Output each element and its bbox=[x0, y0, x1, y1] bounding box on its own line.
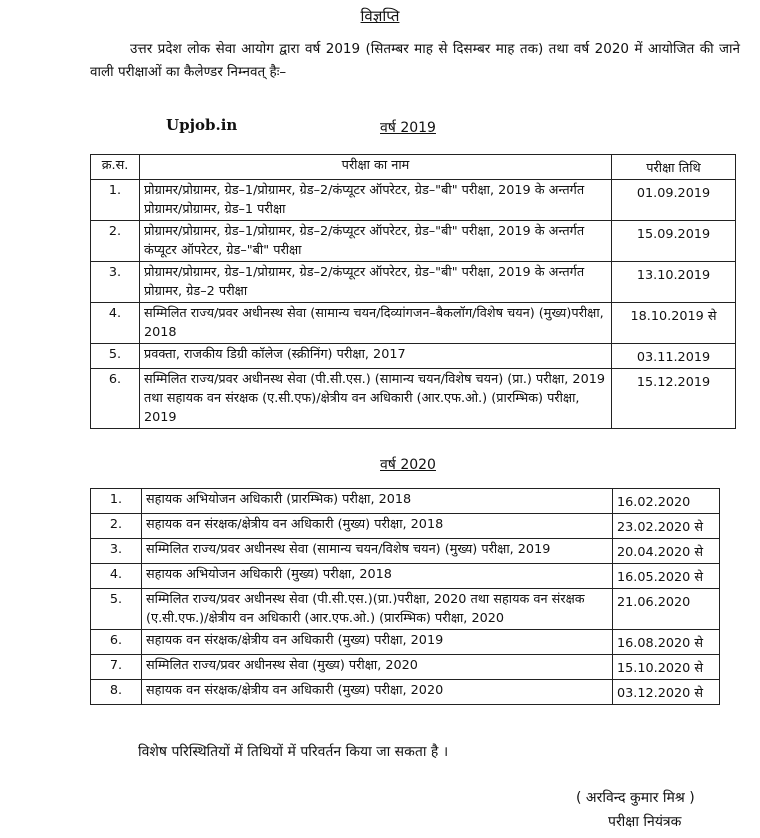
header-serial: क्र.स. bbox=[91, 155, 140, 180]
row-serial: 3. bbox=[91, 262, 140, 303]
row-exam-date: 23.02.2020 से bbox=[613, 514, 720, 539]
table-body-2019 bbox=[91, 180, 736, 429]
row-exam-date: 15.09.2019 bbox=[612, 221, 736, 262]
year-2019-heading: वर्ष 2019 bbox=[380, 120, 436, 136]
intro-paragraph bbox=[90, 38, 740, 84]
row-exam-date: 03.11.2019 bbox=[612, 344, 736, 369]
row-serial: 2. bbox=[91, 514, 142, 539]
row-exam-date: 16.02.2020 bbox=[613, 489, 720, 514]
row-serial: 7. bbox=[91, 655, 142, 680]
row-exam-name: प्रवक्ता, राजकीय डिग्री कॉलेज (स्क्रीनिंग) परीक्षा, 2017 bbox=[140, 344, 612, 369]
row-serial: 6. bbox=[91, 369, 140, 429]
row-exam-date: 16.08.2020 से bbox=[613, 630, 720, 655]
row-exam-name: सहायक अभियोजन अधिकारी (मुख्य) परीक्षा, 2018 bbox=[142, 564, 613, 589]
row-exam-date: 03.12.2020 से bbox=[613, 680, 720, 705]
table-row bbox=[91, 262, 736, 303]
row-exam-date: 20.04.2020 से bbox=[613, 539, 720, 564]
table-row bbox=[91, 539, 720, 564]
table-row bbox=[91, 564, 720, 589]
header-exam-name: परीक्षा का नाम bbox=[140, 155, 612, 180]
row-serial: 4. bbox=[91, 303, 140, 344]
row-exam-name: सहायक वन संरक्षक/क्षेत्रीय वन अधिकारी (मुख्य) परीक्षा, 2020 bbox=[142, 680, 613, 705]
row-serial: 5. bbox=[91, 589, 142, 630]
row-serial: 5. bbox=[91, 344, 140, 369]
row-exam-date: 15.10.2020 से bbox=[613, 655, 720, 680]
header-exam-date: परीक्षा तिथि bbox=[612, 155, 736, 180]
row-serial: 4. bbox=[91, 564, 142, 589]
row-exam-name: सम्मिलित राज्य/प्रवर अधीनस्थ सेवा (सामान्य चयन/विशेष चयन) (मुख्य) परीक्षा, 2019 bbox=[142, 539, 613, 564]
table-row bbox=[91, 630, 720, 655]
row-exam-date: 16.05.2020 से bbox=[613, 564, 720, 589]
row-exam-name: सम्मिलित राज्य/प्रवर अधीनस्थ सेवा (पी.सी.एस.) (सामान्य चयन/विशेष चयन) (प्रा.) परीक्षा, 2019 तथा सहायक वन संरक्षक (ए.सी.एफ)/क्षेत्रीय वन अधिकारी (आर.एफ.ओ.) (प्रारम्भिक) परीक्षा, 2019 bbox=[140, 369, 612, 429]
row-serial: 1. bbox=[91, 180, 140, 221]
exam-table-2019 bbox=[90, 154, 736, 429]
year-2020-heading: वर्ष 2020 bbox=[380, 457, 436, 473]
row-exam-name: सम्मिलित राज्य/प्रवर अधीनस्थ सेवा (मुख्य) परीक्षा, 2020 bbox=[142, 655, 613, 680]
row-exam-name: सहायक वन संरक्षक/क्षेत्रीय वन अधिकारी (मुख्य) परीक्षा, 2019 bbox=[142, 630, 613, 655]
row-serial: 3. bbox=[91, 539, 142, 564]
table-row bbox=[91, 180, 736, 221]
table-row bbox=[91, 514, 720, 539]
notice-title: विज्ञप्ति bbox=[360, 7, 400, 25]
row-serial: 8. bbox=[91, 680, 142, 705]
table-row bbox=[91, 589, 720, 630]
signatory-name: ( अरविन्द कुमार मिश्र ) bbox=[576, 790, 695, 806]
row-exam-date: 15.12.2019 bbox=[612, 369, 736, 429]
row-exam-name: सम्मिलित राज्य/प्रवर अधीनस्थ सेवा (पी.सी.एस.)(प्रा.)परीक्षा, 2020 तथा सहायक वन संरक्षक (ए.सी.एफ.)/क्षेत्रीय वन अधिकारी (आर.एफ.ओ.) (प्रारम्भिक) परीक्षा, 2020 bbox=[142, 589, 613, 630]
row-exam-name: सहायक वन संरक्षक/क्षेत्रीय वन अधिकारी (मुख्य) परीक्षा, 2018 bbox=[142, 514, 613, 539]
row-exam-name: सहायक अभियोजन अधिकारी (प्रारम्भिक) परीक्षा, 2018 bbox=[142, 489, 613, 514]
table-row bbox=[91, 655, 720, 680]
table-row bbox=[91, 680, 720, 705]
table-header-row bbox=[91, 155, 736, 180]
table-row bbox=[91, 221, 736, 262]
row-exam-name: प्रोग्रामर/प्रोग्रामर, ग्रेड–1/प्रोग्रामर, ग्रेड–2/कंप्यूटर ऑपरेटर, ग्रेड–"बी" परीक्षा, 2019 के अन्तर्गत प्रोग्रामर/प्रोग्रामर, ग्रेड–1 परीक्षा bbox=[140, 180, 612, 221]
table-row bbox=[91, 489, 720, 514]
exam-table-2020 bbox=[90, 488, 720, 705]
table-row bbox=[91, 369, 736, 429]
row-exam-name: प्रोग्रामर/प्रोग्रामर, ग्रेड–1/प्रोग्रामर, ग्रेड–2/कंप्यूटर ऑपरेटर, ग्रेड–"बी" परीक्षा, 2019 के अन्तर्गत प्रोग्रामर, ग्रेड–2 परीक्षा bbox=[140, 262, 612, 303]
table-body-2020 bbox=[91, 489, 720, 705]
row-exam-date: 21.06.2020 bbox=[613, 589, 720, 630]
signatory-designation: परीक्षा नियंत्रक bbox=[608, 814, 682, 830]
row-exam-date: 13.10.2019 bbox=[612, 262, 736, 303]
row-serial: 1. bbox=[91, 489, 142, 514]
row-exam-date: 18.10.2019 से bbox=[612, 303, 736, 344]
intro-text: उत्तर प्रदेश लोक सेवा आयोग द्वारा वर्ष 2019 (सितम्बर माह से दिसम्बर माह तक) तथा वर्ष 2020 में आयोजित की जाने वाली परीक्षाओं का कैलेण्डर निम्नवत् हैः– bbox=[90, 41, 740, 80]
row-exam-date: 01.09.2019 bbox=[612, 180, 736, 221]
row-serial: 6. bbox=[91, 630, 142, 655]
site-watermark: Upjob.in bbox=[166, 116, 238, 134]
table-row bbox=[91, 303, 736, 344]
row-exam-name: सम्मिलित राज्य/प्रवर अधीनस्थ सेवा (सामान्य चयन/दिव्यांगजन–बैकलॉग/विशेष चयन) (मुख्य)परीक्षा, 2018 bbox=[140, 303, 612, 344]
table-row bbox=[91, 344, 736, 369]
row-exam-name: प्रोग्रामर/प्रोग्रामर, ग्रेड–1/प्रोग्रामर, ग्रेड–2/कंप्यूटर ऑपरेटर, ग्रेड–"बी" परीक्षा, 2019 के अन्तर्गत कंप्यूटर ऑपरेटर, ग्रेड–"बी" परीक्षा bbox=[140, 221, 612, 262]
row-serial: 2. bbox=[91, 221, 140, 262]
footnote: विशेष परिस्थितियों में तिथियों में परिवर्तन किया जा सकता है । bbox=[138, 744, 449, 760]
